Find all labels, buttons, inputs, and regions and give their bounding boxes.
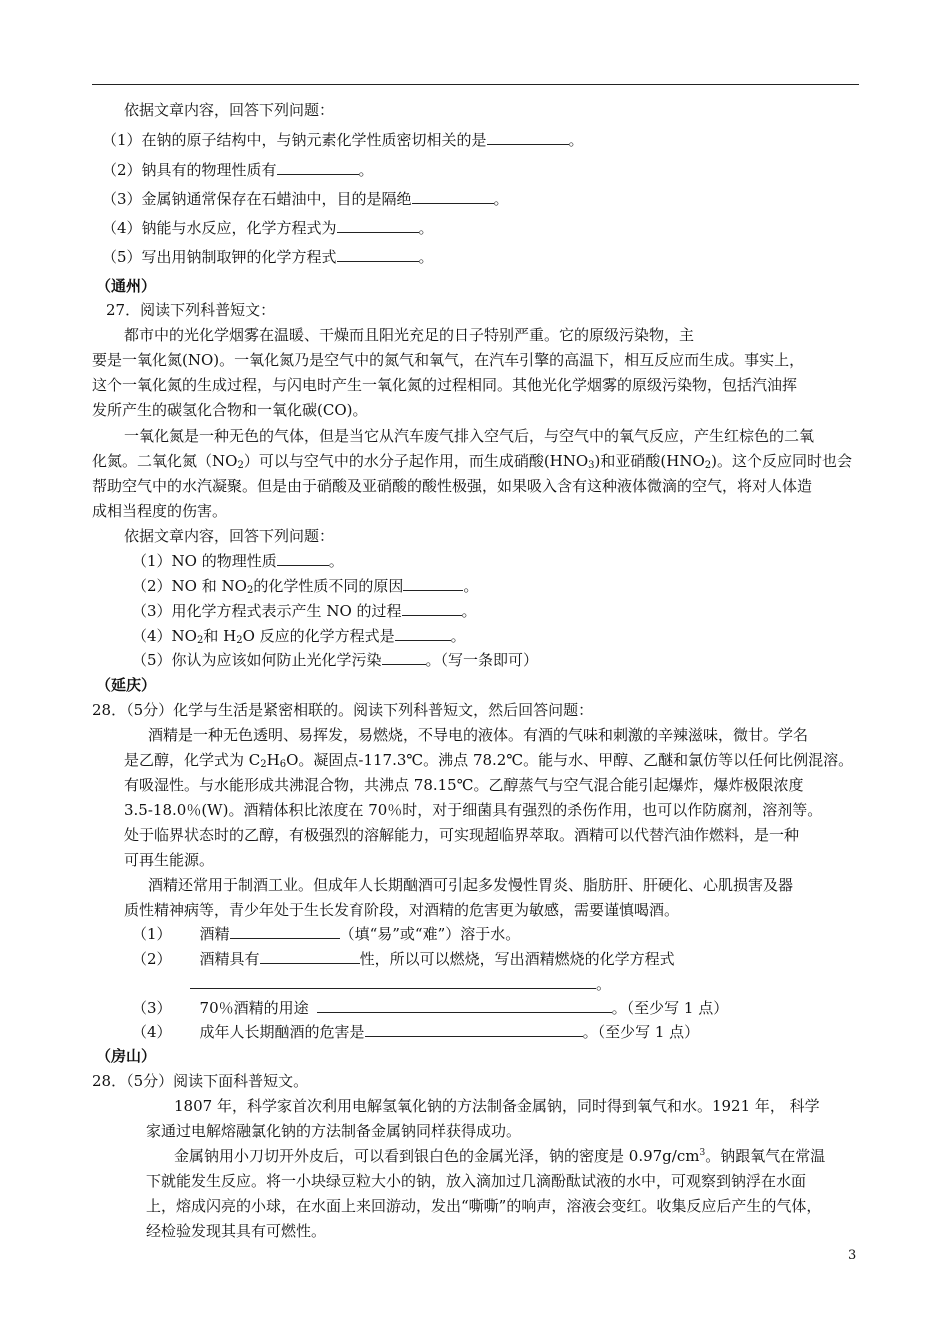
yanqing-question-1: （1） 酒精 （填“易”或“难”）溶于水。: [132, 925, 521, 943]
header-rule: [92, 84, 859, 85]
paragraph-line: 成相当程度的伤害。: [92, 502, 228, 520]
tongzhou-question-5: （5）你认为应该如何防止光化学污染 。（写一条即可）: [132, 651, 539, 669]
paragraph-line: 这个一氧化氮的生成过程，与闪电时产生一氧化氮的过程相同。其他光化学烟雾的原级污染物，包括汽油挥: [92, 376, 798, 394]
answer-blank[interactable]: [230, 924, 340, 939]
answer-blank[interactable]: [260, 949, 360, 964]
tongzhou-question-3: （3）用化学方程式表示产生 NO 的过程 。: [132, 602, 477, 620]
answer-blank[interactable]: [402, 601, 462, 616]
answer-blank[interactable]: [487, 130, 569, 145]
region-label-fangshan: （房山）: [96, 1047, 157, 1065]
paragraph-line: 酒精还常用于制酒工业。但成年人长期酗酒可引起多发慢性胃炎、脂肪肝、肝硬化、心肌损害及器: [148, 876, 794, 894]
paragraph-line: 金属钠用小刀切开外皮后，可以看到银白色的金属光泽，钠的密度是 $0.97g/cm^3$。钠跟氧气在常温: [174, 1147, 826, 1165]
paragraph-line: 帮助空气中的水汽凝聚。但是由于硝酸及亚硝酸的酸性极强，如果吸入含有这种液体微滴的空气，将对人体造: [92, 477, 813, 495]
answer-blank[interactable]: [277, 160, 359, 175]
paragraph-line: 1807 年，科学家首次利用电解氢氧化钠的方法制备金属钠，同时得到氧气和水。1921 年， 科学: [174, 1097, 820, 1115]
question-28-title: 28．（5分）化学与生活是紧密相联的。阅读下列科普短文，然后回答问题：: [92, 701, 594, 719]
tongzhou-question-2: （2）NO 和 $NO_2$的化学性质不同的原因 。: [132, 577, 479, 596]
paragraph-line: 质性精神病等，青少年处于生长发育阶段，对酒精的危害更为敏感，需要谨慎喝酒。: [124, 901, 680, 919]
paragraph-line: 都市中的光化学烟雾在温暖、干燥而且阳光充足的日子特别严重。它的原级污染物，主: [124, 326, 695, 344]
paragraph-line: 可再生能源。: [124, 851, 215, 869]
answer-blank[interactable]: [403, 576, 463, 591]
answer-blank[interactable]: [317, 998, 612, 1013]
paragraph-line: 是乙醇，化学式为 $C_2H_6O$。凝固点-117.3℃。沸点 78.2℃。能与水、甲醇、乙醚和氯仿等以任何比例混溶。: [124, 751, 854, 770]
answer-blank[interactable]: [412, 189, 494, 204]
yanqing-question-3: （3） 70％酒精的用途 。（至少写 1 点）: [132, 999, 729, 1017]
question-27-title: 27．阅读下列科普短文：: [106, 301, 276, 319]
answer-blank[interactable]: [395, 626, 451, 641]
paragraph-line: 酒精是一种无色透明、易挥发，易燃烧，不导电的液体。有酒的气味和刺激的辛辣滋味，微甘。学名: [148, 726, 809, 744]
tongzhou-question-4: $(4)NO_2$和 $H_2O$ 反应的化学方程式是 。: [132, 627, 466, 646]
paragraph-line: 要是一氧化氮(NO)。一氧化氮乃是空气中的氮气和氧气，在汽车引擎的高温下，相互反应而生成。事实上，: [92, 351, 805, 369]
question-28-title: 28．（5分）阅读下面科普短文。: [92, 1072, 309, 1090]
yanqing-question-2-answer: 。: [190, 974, 611, 994]
yanqing-question-4: （4） 成年人长期酗酒的危害是 。（至少写 1 点）: [132, 1023, 700, 1041]
answer-blank[interactable]: [277, 551, 329, 566]
paragraph-line: 发所产生的碳氢化合物和一氧化碳(CO)。: [92, 401, 368, 419]
answer-blank[interactable]: [365, 1022, 583, 1037]
paragraph-line: 有吸湿性。与水能形成共沸混合物，共沸点 78.15℃。乙醇蒸气与空气混合能引起爆炸，爆炸极限浓度: [124, 776, 804, 794]
paragraph-line: 处于临界状态时的乙醇，有极强烈的溶解能力，可实现超临界萃取。酒精可以代替汽油作燃料，是一种: [124, 826, 800, 844]
answer-blank[interactable]: [337, 218, 419, 233]
na-question-3: （3）金属钠通常保存在石蜡油中，目的是隔绝 。: [102, 190, 509, 208]
paragraph-line: 经检验发现其具有可燃性。: [146, 1222, 327, 1240]
paragraph-line: 下就能发生反应。将一小块绿豆粒大小的钠，放入滴加过几滴酚酞试液的水中，可观察到钠浮在水面: [146, 1172, 807, 1190]
answer-blank[interactable]: [337, 247, 419, 262]
region-label-tongzhou: （通州）: [96, 277, 157, 295]
na-question-5: （5）写出用钠制取钾的化学方程式 。: [102, 248, 434, 266]
na-intro: 依据文章内容，回答下列问题：: [124, 101, 335, 119]
page-number: 3: [848, 1248, 857, 1263]
region-label-yanqing: （延庆）: [96, 676, 157, 694]
na-question-1: （1）在钠的原子结构中，与钠元素化学性质密切相关的是 。: [102, 131, 584, 149]
yanqing-question-2: （2） 酒精具有 性，所以可以燃烧，写出酒精燃烧的化学方程式: [132, 950, 675, 968]
paragraph-line: 3.5-18.0％(W)。酒精体积比浓度在 70％时，对于细菌具有强烈的杀伤作用，也可以作防腐剂，溶剂等。: [124, 801, 823, 819]
na-question-4: （4）钠能与水反应，化学方程式为 。: [102, 219, 434, 237]
tongzhou-question-1: （1）NO 的物理性质 。: [132, 552, 344, 570]
tongzhou-intro: 依据文章内容，回答下列问题：: [124, 527, 335, 545]
answer-blank[interactable]: [382, 650, 426, 665]
paragraph-line: 化氮。二氧化氮$(NO_2)$可以与空气中的水分子起作用，而生成硝酸$(HNO_3)$和亚硝酸$(HNO_2)$。这个反应同时也会: [92, 452, 852, 471]
answer-blank[interactable]: [190, 974, 596, 989]
paragraph-line: 一氧化氮是一种无色的气体，但是当它从汽车废气排入空气后，与空气中的氧气反应，产生红棕色的二氧: [124, 427, 815, 445]
na-question-2: （2）钠具有的物理性质有 。: [102, 161, 374, 179]
paragraph-line: 上，熔成闪亮的小球，在水面上来回游动，发出“嘶嘶”的响声，溶液会变红。收集反应后产生的气体，: [146, 1197, 822, 1215]
paragraph-line: 家通过电解熔融氯化钠的方法制备金属钠同样获得成功。: [146, 1122, 522, 1140]
